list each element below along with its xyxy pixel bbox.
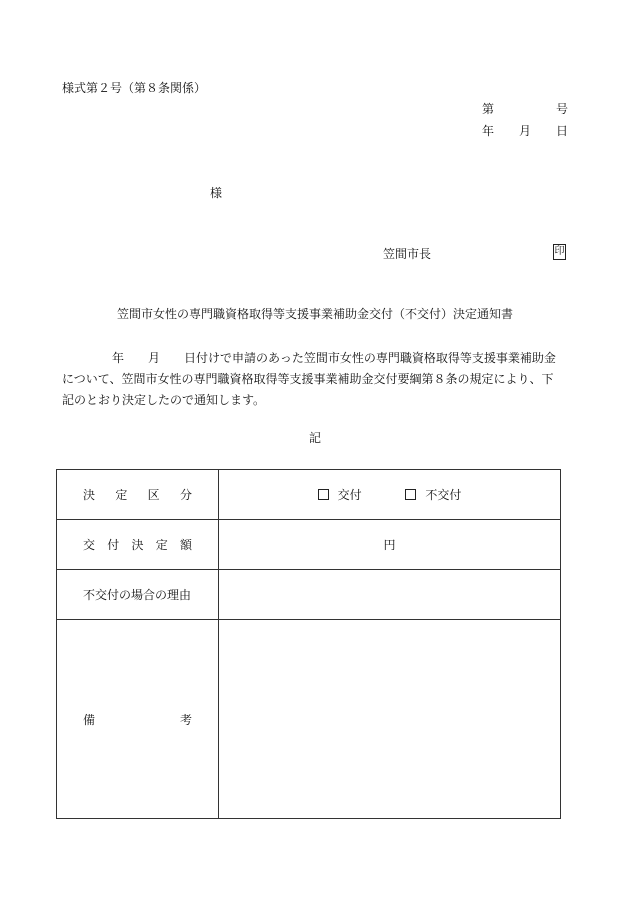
label-char: 定 xyxy=(155,538,168,552)
document-number-suffix: 号 xyxy=(556,102,569,116)
remarks-label xyxy=(57,620,219,819)
option-grant[interactable] xyxy=(318,486,362,503)
decision-category-label xyxy=(57,470,219,520)
option-grant-label: 交付 xyxy=(337,488,362,502)
table-row xyxy=(57,470,561,520)
checkbox-icon[interactable] xyxy=(405,489,416,500)
no-grant-reason-text: 不交付の場合の理由 xyxy=(83,588,192,602)
remarks-value[interactable] xyxy=(219,620,561,819)
no-grant-reason-value[interactable] xyxy=(219,570,561,620)
option-no-grant[interactable] xyxy=(405,486,461,503)
label-char: 分 xyxy=(179,488,192,502)
label-char: 付 xyxy=(107,538,120,552)
form-number: 様式第２号（第８条関係） xyxy=(62,81,207,95)
grant-amount-label xyxy=(57,520,219,570)
label-char: 額 xyxy=(179,538,192,552)
label-char: 決 xyxy=(131,538,144,552)
issuer-name: 笠間市長 xyxy=(383,247,432,261)
label-char: 交 xyxy=(83,538,96,552)
notice-body xyxy=(62,348,570,411)
notice-body-line-2: について、笠間市女性の専門職資格取得等支援事業補助金交付要綱第８条の規定により、下 xyxy=(62,372,554,386)
ki-heading: 記 xyxy=(308,431,321,445)
table-row xyxy=(57,620,561,819)
label-char: 考 xyxy=(179,712,192,727)
label-char: 定 xyxy=(115,488,128,502)
date-day-label: 日 xyxy=(556,124,569,138)
label-char: 区 xyxy=(147,488,160,502)
addressee-honorific: 様 xyxy=(210,186,223,200)
yen-unit: 円 xyxy=(383,538,396,552)
notice-body-line-1: 年 月 日付けで申請のあった笠間市女性の専門職資格取得等支援事業補助金 xyxy=(112,351,556,365)
seal-mark: 印 xyxy=(553,244,566,260)
label-char: 決 xyxy=(83,488,96,502)
notice-body-line-3: 記のとおり決定したので通知します。 xyxy=(62,393,266,407)
document-number-prefix: 第 xyxy=(482,102,495,116)
table-row xyxy=(57,570,561,620)
decision-table xyxy=(56,469,561,819)
document-title: 笠間市女性の専門職資格取得等支援事業補助金交付（不交付）決定通知書 xyxy=(116,307,513,321)
label-char: 備 xyxy=(83,712,96,727)
grant-amount-value[interactable] xyxy=(219,520,561,570)
decision-category-value xyxy=(219,470,561,520)
no-grant-reason-label xyxy=(57,570,219,620)
checkbox-icon[interactable] xyxy=(318,489,329,500)
date-year-label: 年 xyxy=(482,124,495,138)
option-no-grant-label: 不交付 xyxy=(425,488,462,502)
table-row xyxy=(57,520,561,570)
date-month-label: 月 xyxy=(519,124,532,138)
